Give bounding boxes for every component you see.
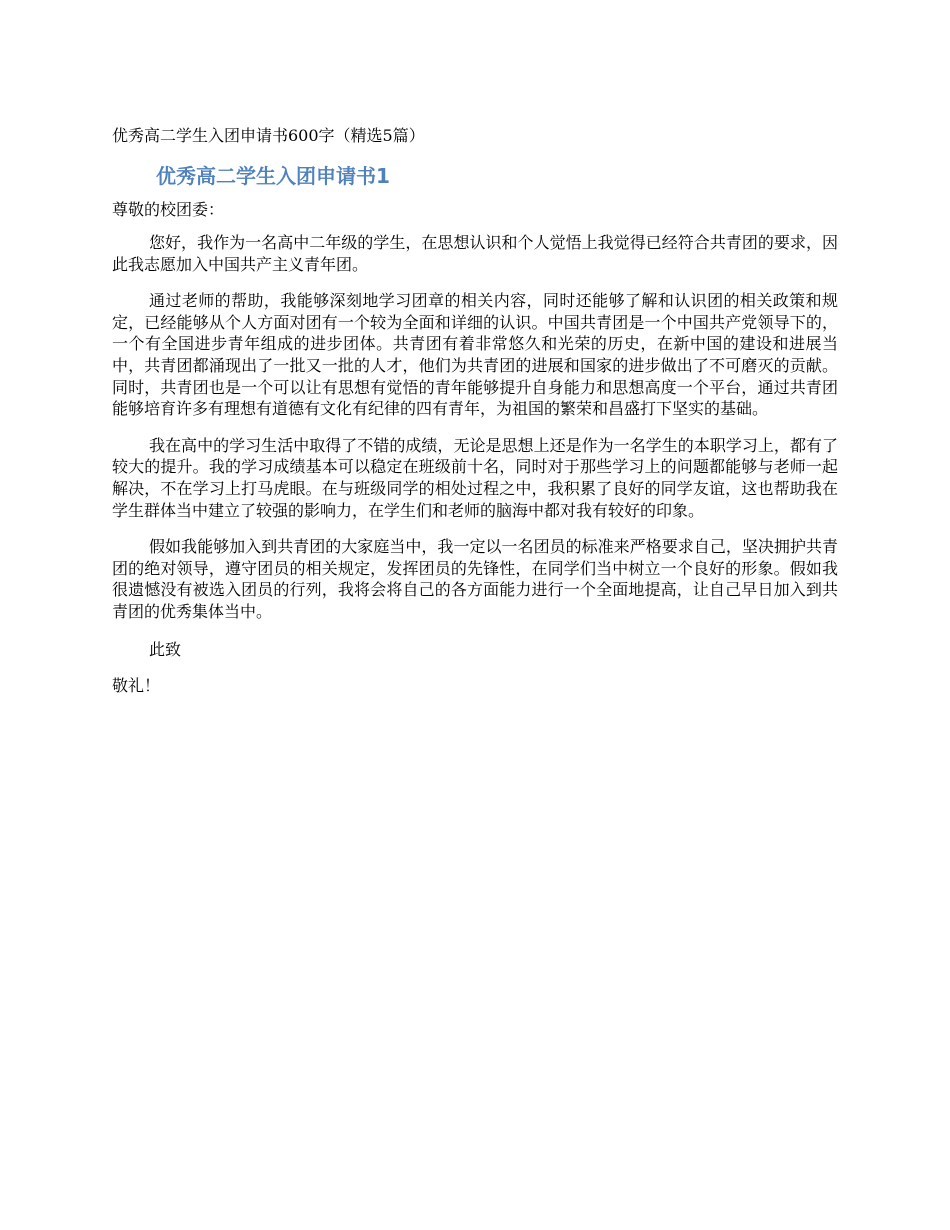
paragraph-2: 通过老师的帮助，我能够深刻地学习团章的相关内容，同时还能够了解和认识团的相关政策和规定，已经能够从个人方面对团有一个较为全面和详细的认识。中国共青团是一个中国共产党领导下的，一个有全国进步青年组成的进步团体。共青团有着非常悠久和光荣的历史，在新中国的建设和进展当中，共青团都涌现出了一批又一批的人才，他们为共青团的进展和国家的进步做出了不可磨灭的贡献。同时，共青团也是一个可以让有思想有觉悟的青年能够提升自身能力和思想高度一个平台，通过共青团能够培育许多有理想有道德有文化有纪律的四有青年，为祖国的繁荣和昌盛打下坚实的基础。 bbox=[112, 291, 838, 419]
salutation: 尊敬的校团委： bbox=[112, 200, 225, 219]
paragraph-4: 假如我能够加入到共青团的大家庭当中，我一定以一名团员的标准来严格要求自己，坚决拥护共青团的绝对领导，遵守团员的相关规定，发挥团员的先锋性，在同学们当中树立一个良好的形象。假如我很遗憾没有被选入团员的行列，我将会将自己的各方面能力进行一个全面地提高，让自己早日加入到共青团的优秀集体当中。 bbox=[112, 537, 838, 621]
paragraph-1: 您好，我作为一名高中二年级的学生，在思想认识和个人觉悟上我觉得已经符合共青团的要求，因此我志愿加入中国共产主义青年团。 bbox=[112, 233, 838, 274]
section-heading: 优秀高二学生入团申请书1 bbox=[156, 164, 390, 188]
regards-line: 敬礼！ bbox=[112, 675, 161, 695]
document-title: 优秀高二学生入团申请书600字（精选5篇） bbox=[112, 126, 425, 145]
paragraph-3: 我在高中的学习生活中取得了不错的成绩，无论是思想上还是作为一名学生的本职学习上，都有了较大的提升。我的学习成绩基本可以稳定在班级前十名，同时对于那些学习上的问题都能够与老师一起解决，不在学习上打马虎眼。在与班级同学的相处过程之中，我积累了良好的同学友谊，这也帮助我在学生群体当中建立了较强的影响力，在学生们和老师的脑海中都对我有较好的印象。 bbox=[112, 435, 838, 520]
closing-line: 此致 bbox=[149, 639, 182, 659]
